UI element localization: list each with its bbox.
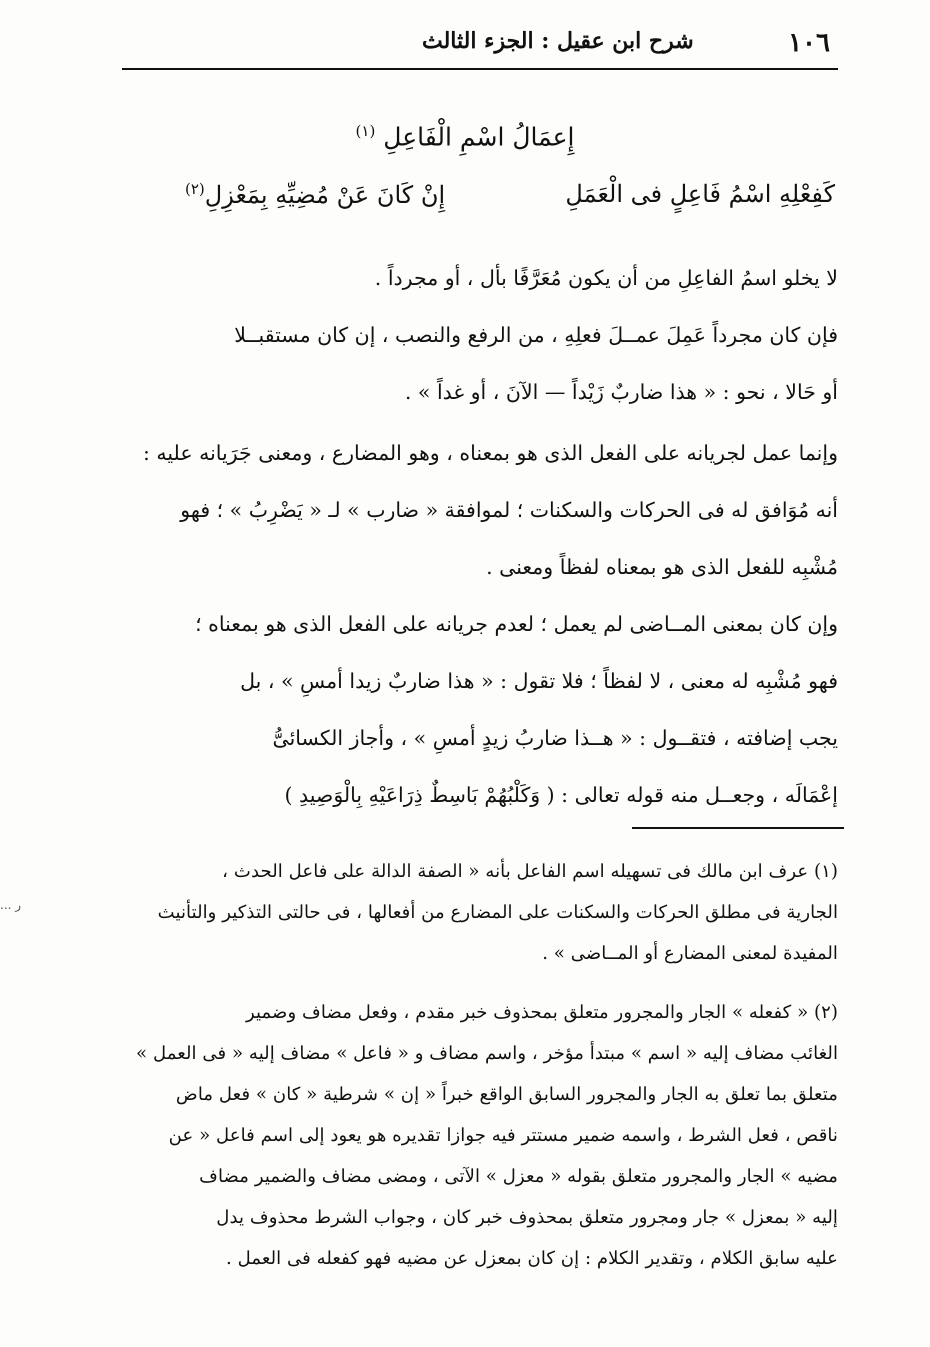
section-title-note-ref: (١) (355, 122, 376, 140)
running-title: شرح ابن عقيل : الجزء الثالث (422, 28, 694, 54)
paragraph-1 (118, 250, 838, 307)
paragraph-line: أو حَالا ، نحو : « هذا ضاربٌ زَيْداً — الآنَ ، أو غداً » . (404, 380, 838, 404)
paragraph-line: وإن كان بمعنى المــاضى لم يعمل ؛ لعدم جريانه على الفعل الذى هو بمعناه ؛ (195, 612, 838, 636)
paragraph-line: يجب إضافته ، فتقــول : « هــذا ضاربُ زيدٍ أمسِ » ، وأجاز الكسائىُّ (272, 726, 838, 750)
verse-first-hemistich: كَفِعْلِهِ اسْمُ فَاعِلٍ فى الْعَمَلِ (565, 180, 835, 208)
footnote-line: عليه سابق الكلام ، وتقدير الكلام : إن كان بمعزل عن مضيه فهو كفعله فى العمل . (226, 1248, 838, 1269)
footnote-line: المفيدة لمعنى المضارع أو المــاضى » . (542, 943, 838, 964)
footnote-line: (١) عرف ابن مالك فى تسهيله اسم الفاعل بأنه « الصفة الدالة على فاعل الحدث ، (222, 861, 838, 882)
footnote-line: متعلق بما تعلق به الجار والمجرور السابق الواقع خبراً « إن » شرطية « كان » فعل ماض (175, 1084, 838, 1105)
footnote-1 (110, 851, 838, 974)
paragraph-line: إعْمَالَه ، وجعــل منه قوله تعالى : ( وَكَلْبُهُمْ بَاسِطٌ ذِرَاعَيْهِ بِالْوَصِيدِ ) (284, 783, 838, 807)
footnote-line: الجارية فى مطلق الحركات والسكنات على المضارع من أفعالها ، فى حالتى التذكير والتأنيث (157, 902, 838, 923)
footnote-separator (632, 827, 844, 829)
page-header (122, 22, 838, 70)
paragraph-line: فهو مُشْبِه له معنى ، لا لفظاً ؛ فلا تقول : « هذا ضاربٌ زيدا أمسِ » ، بل (240, 669, 838, 693)
footnote-line: ناقص ، فعل الشرط ، واسمه ضمير مستتر فيه جوازا تقديره هو يعود إلى اسم فاعل « عن (168, 1125, 838, 1146)
footnote-2 (110, 992, 838, 1279)
paragraph-line: أنه مُوَافق له فى الحركات والسكنات ؛ لموافقة « ضارب » لـ « يَضْرِبُ » ؛ فهو (180, 498, 838, 522)
verse-second-hemistich (185, 180, 445, 209)
paragraph-line: مُشْبِه للفعل الذى هو بمعناه لفظاً ومعنى . (486, 555, 838, 579)
footnote-line: (٢) « كفعله » الجار والمجرور متعلق بمحذوف خبر مقدم ، وفعل مضاف وضمير (246, 1002, 838, 1023)
paragraph-2 (118, 307, 838, 421)
verse-line (185, 180, 835, 209)
footnote-line: إليه « بمعزل » جار ومجرور متعلق بمحذوف خبر كان ، وجواب الشرط محذوف يدل (216, 1207, 838, 1228)
paragraph-line: لا يخلو اسمُ الفاعِلِ من أن يكون مُعَرَّفًا بأل ، أو مجرداً . (374, 266, 838, 290)
section-title (0, 122, 930, 151)
paragraph-line: فإن كان مجرداً عَمِلَ عمــلَ فعلِهِ ، من الرفع والنصب ، إن كان مستقبــلا (234, 323, 838, 347)
paragraph-line: وإنما عمل لجريانه على الفعل الذى هو بمعناه ، وهو المضارع ، ومعنى جَرَيانه عليه : (142, 441, 838, 465)
verse-note-ref: (٢) (185, 180, 205, 198)
footnote-line: الغائب مضاف إليه « اسم » مبتدأ مؤخر ، واسم مضاف و « فاعل » مضاف إليه « فى العمل » (136, 1043, 838, 1064)
margin-note: ر ... (0, 898, 22, 912)
paragraph-4 (118, 596, 838, 824)
paragraph-3 (118, 425, 838, 596)
verse-second-hemistich-text: إِنْ كَانَ عَنْ مُضِيِّهِ بِمَعْزِلِ (204, 181, 446, 209)
section-title-text: إِعمَالُ اسْمِ الْفَاعِلِ (383, 122, 575, 152)
page-number: ١٠٦ (788, 28, 830, 58)
footnote-line: مضيه » الجار والمجرور متعلق بقوله « معزل » الآتى ، ومضى مضاف والضمير مضاف (199, 1166, 838, 1187)
